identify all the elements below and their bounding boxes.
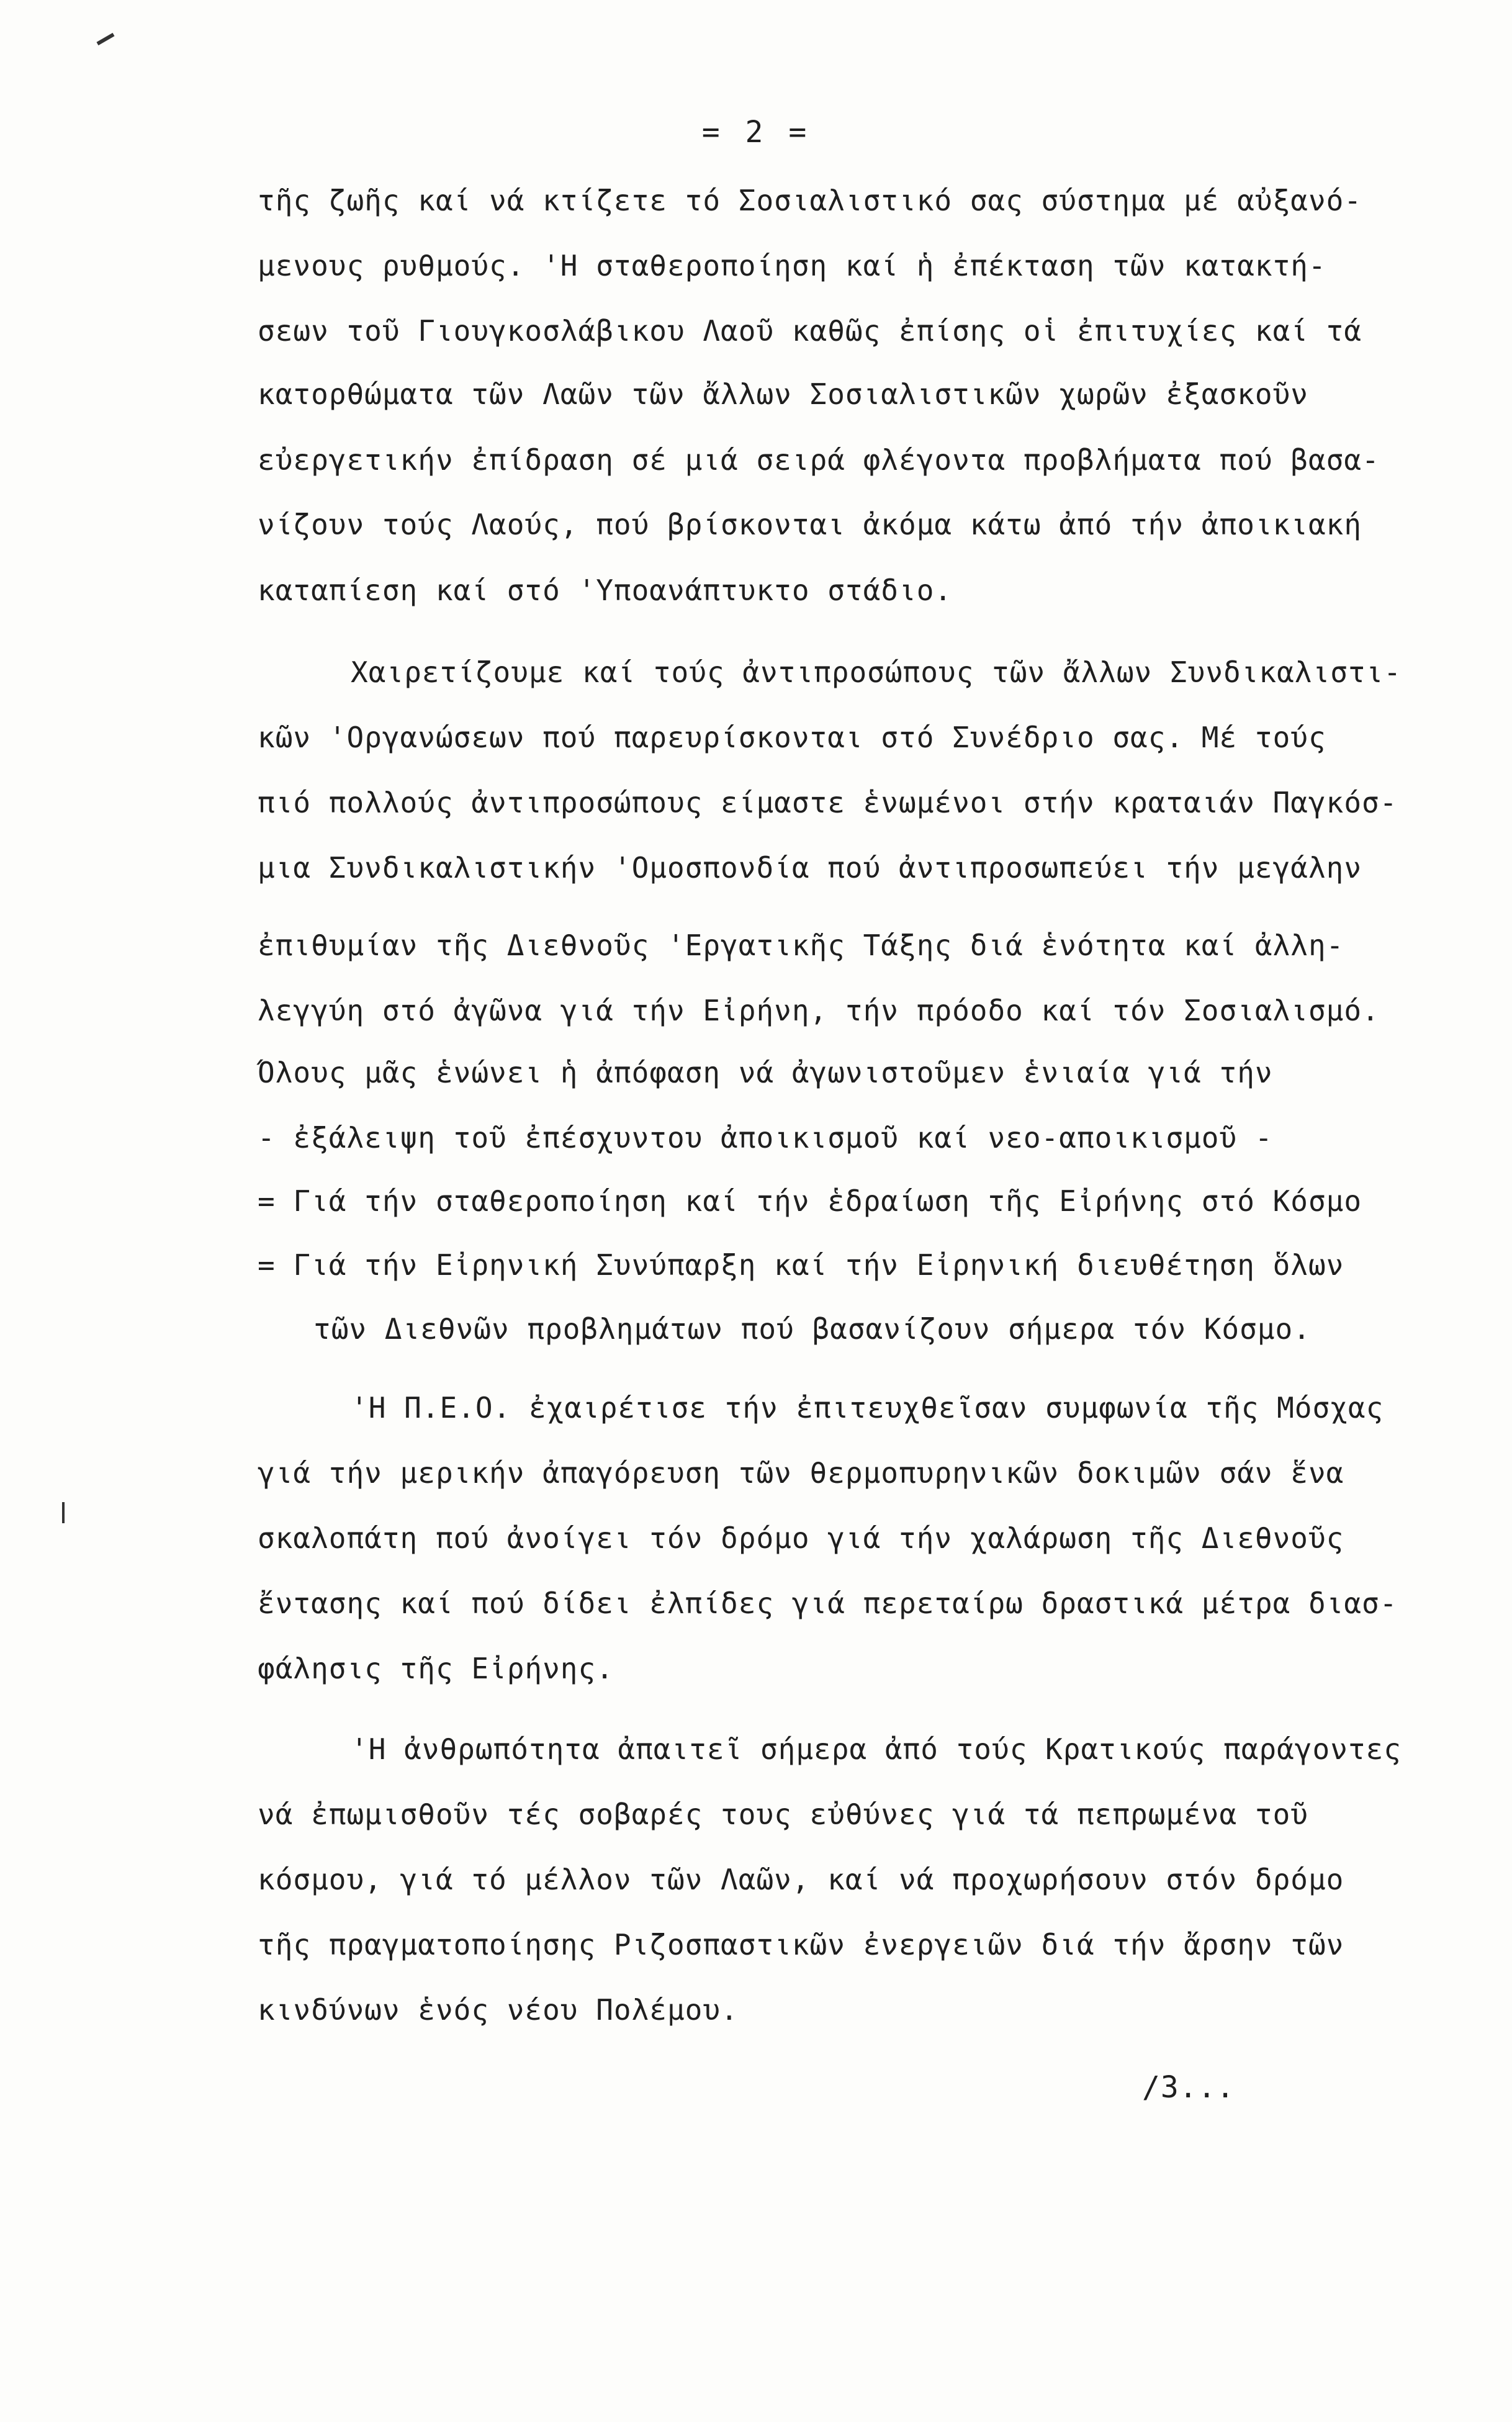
text-line: τῆς ζωῆς καί νά κτίζετε τό Σοσιαλιστικό σας σύστημα μέ αὐξανό- <box>258 184 1362 217</box>
text-line: Χαιρετίζουμε καί τούς ἀντιπροσώπους τῶν ἄλλων Συνδικαλιστι- <box>351 655 1402 689</box>
text-line: 'Η ἀνθρωπότητα ἀπαιτεῖ σήμερα ἀπό τούς Κρατικούς παράγοντες <box>351 1732 1402 1766</box>
text-line: κινδύνων ἑνός νέου Πολέμου. <box>258 1993 739 2027</box>
text-line: 'Η Π.Ε.Ο. ἐχαιρέτισε τήν ἐπιτευχθεῖσαν συμφωνία τῆς Μόσχας <box>351 1391 1384 1425</box>
text-line: λεγγύη στό ἀγῶνα γιά τήν Εἰρήνη, τήν πρόοδο καί τόν Σοσιαλισμό. <box>258 994 1380 1027</box>
text-line: Όλους μᾶς ἑνώνει ἡ ἀπόφαση νά ἀγωνιστοῦμεν ἑνιαία γιά τήν <box>258 1056 1273 1089</box>
continuation-marker: /3... <box>1142 2070 1235 2105</box>
text-line: μενους ρυθμούς. 'Η σταθεροποίηση καί ἡ ἐπέκταση τῶν κατακτή- <box>258 249 1326 282</box>
text-line: νίζουν τούς Λαούς, πού βρίσκονται ἀκόμα κάτω ἀπό τήν ἀποικιακή <box>258 508 1362 541</box>
text-line: νά ἐπωμισθοῦν τές σοβαρές τους εὐθύνες γιά τά πεπρωμένα τοῦ <box>258 1798 1308 1831</box>
text-line: εὐεργετικήν ἐπίδραση σέ μιά σειρά φλέγοντα προβλήματα πού βασα- <box>258 443 1380 477</box>
text-line: καταπίεση καί στό 'Υποανάπτυκτο στάδιο. <box>258 574 953 607</box>
text-line: σεων τοῦ Γιουγκοσλάβικου Λαοῦ καθῶς ἐπίσης οἱ ἐπιτυχίες καί τά <box>258 314 1362 348</box>
list-item: - ἐξάλειψη τοῦ ἐπέσχυντου ἀποικισμοῦ καί νεο-αποικισμοῦ - <box>258 1121 1273 1155</box>
text-line: πιό πολλούς ἀντιπροσώπους είμαστε ἑνωμένοι στήν κραταιάν Παγκόσ- <box>258 786 1398 819</box>
scan-mark <box>62 1502 65 1523</box>
list-item: = Γιά τήν Εἰρηνική Συνύπαρξη καί τήν Εἰρηνική διευθέτηση ὅλων <box>258 1248 1344 1282</box>
text-line: κατορθώματα τῶν Λαῶν τῶν ἄλλων Σοσιαλιστικῶν χωρῶν ἐξασκοῦν <box>258 377 1308 411</box>
text-line: τῆς πραγματοποίησης Ριζοσπαστικῶν ἐνεργειῶν διά τήν ἄρσην τῶν <box>258 1928 1344 1961</box>
text-line: ἐπιθυμίαν τῆς Διεθνοῦς 'Εργατικῆς Τάξης διά ἑνότητα καί ἀλλη- <box>258 929 1344 962</box>
text-line: ἔντασης καί πού δίδει ἐλπίδες γιά περεταίρω δραστικά μέτρα διασ- <box>258 1587 1398 1620</box>
text-line: σκαλοπάτη πού ἀνοίγει τόν δρόμο γιά τήν χαλάρωση τῆς Διεθνοῦς <box>258 1521 1344 1555</box>
list-item: = Γιά τήν σταθεροποίηση καί τήν ἑδραίωση τῆς Εἰρήνης στό Κόσμο <box>258 1184 1362 1218</box>
text-line: γιά τήν μερικήν ἀπαγόρευση τῶν θερμοπυρηνικῶν δοκιμῶν σάν ἕνα <box>258 1456 1344 1490</box>
text-line: κόσμου, γιά τό μέλλον τῶν Λαῶν, καί νά προχωρήσουν στόν δρόμο <box>258 1863 1344 1896</box>
list-item: τῶν Διεθνῶν προβλημάτων πού βασανίζουν σήμερα τόν Κόσμο. <box>313 1312 1311 1346</box>
page-number: = 2 = <box>701 115 811 150</box>
scan-mark <box>97 33 115 45</box>
text-line: φάλησις τῆς Εἰρήνης. <box>258 1652 614 1685</box>
text-line: μια Συνδικαλιστικήν 'Ομοσπονδία πού ἀντιπροσωπεύει τήν μεγάλην <box>258 851 1362 885</box>
text-line: κῶν 'Οργανώσεων πού παρευρίσκονται στό Συνέδριο σας. Μέ τούς <box>258 721 1326 754</box>
